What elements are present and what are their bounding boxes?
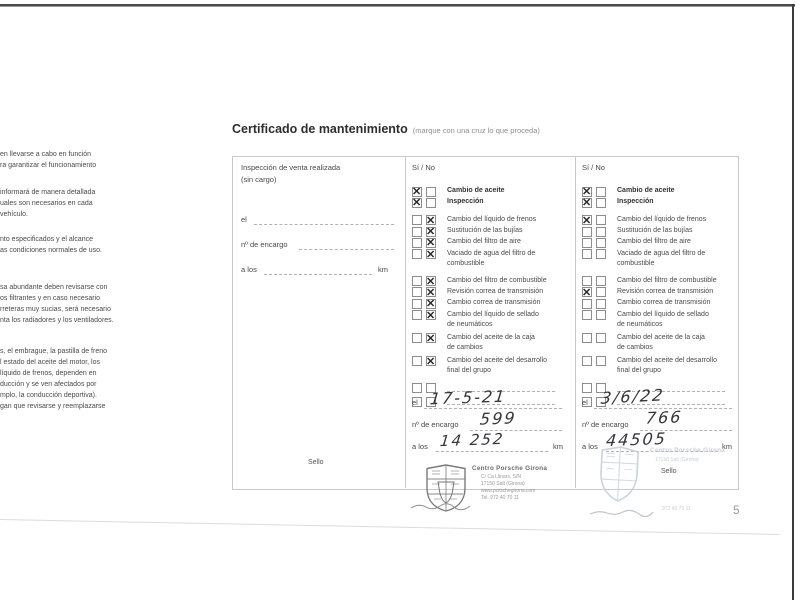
title-note: (marque con una cruz lo que proceda) — [412, 126, 540, 135]
table-divider-1 — [405, 156, 406, 488]
checkbox-si — [412, 227, 422, 237]
checkbox-si — [412, 287, 422, 297]
checklist-row — [412, 197, 572, 208]
checkbox-si — [582, 187, 592, 197]
field-el-label: el — [241, 215, 247, 224]
checklist-item-label: Cambio del filtro de aire — [447, 238, 521, 246]
checkbox-no — [596, 310, 606, 320]
si-no-header-2: Sí / No — [582, 163, 605, 172]
record1-alos-label: a los — [412, 442, 428, 451]
stamp1-address-line: C/ Ca Llinars, S/N — [481, 474, 522, 480]
checkbox-si — [582, 333, 592, 343]
checkbox-no — [426, 238, 436, 248]
margin-text-block — [0, 234, 160, 256]
margin-text-line: uales son necesarios en cada — [0, 200, 93, 207]
checklist-item-label: Cambio del filtro de combustible — [617, 276, 717, 284]
checklist-row — [582, 186, 742, 197]
checkbox-no — [596, 215, 606, 225]
stamp1-address-line: 17150 Salt (Girona) — [481, 481, 525, 487]
checkbox-si — [412, 238, 422, 248]
margin-text-line: nto especificados y el alcance — [0, 236, 93, 243]
checklist-column-2 — [582, 186, 742, 410]
checklist-item-label: Inspección — [447, 198, 484, 206]
checklist-item-label: Cambio de aceite — [617, 187, 675, 194]
checkbox-si — [582, 299, 592, 309]
checklist-item-label: Revisión correa de transmisión — [447, 287, 544, 295]
checkbox-si — [582, 383, 592, 393]
checkbox-si — [412, 187, 422, 197]
table-divider-2 — [575, 156, 576, 488]
handwritten-date-2: 3/6/22 — [599, 385, 666, 408]
margin-text-line: nta los radiadores y los ventiladores. — [0, 317, 114, 324]
checklist-row — [582, 226, 742, 237]
stamp1-address-line: Tel. 972 40 70 11 — [481, 495, 519, 501]
handwritten-order-1: 599 — [479, 408, 518, 429]
checkbox-si — [582, 287, 592, 297]
checklist-row — [412, 356, 572, 376]
checklist-item-label: Cambio del filtro de aire — [617, 238, 691, 246]
margin-text-line: rreteras muy sucias, será necesario — [0, 306, 111, 313]
checkbox-si — [412, 249, 422, 259]
checklist-item-label: Cambio del líquido de sellado de neumáticos — [617, 310, 709, 328]
checkbox-no — [596, 227, 606, 237]
checkbox-no — [596, 333, 606, 343]
margin-text-line: gan que revisarse y reemplazarse — [0, 403, 106, 410]
margin-text-line: informará de manera detallada — [0, 189, 96, 196]
checklist-row — [582, 298, 742, 309]
checklist-row — [582, 249, 742, 269]
field-encargo-label: nº de encargo — [241, 240, 288, 249]
margin-text-line: as condiciones normales de uso. — [0, 247, 102, 254]
record2-encargo-label: nº de encargo — [582, 420, 629, 429]
checklist-row — [582, 287, 742, 298]
checklist-item-label: Revisión correa de transmisión — [617, 287, 714, 295]
handwritten-km-2: 44505 — [605, 428, 668, 451]
field-el-line — [254, 223, 394, 225]
margin-text-line: líquido de frenos, dependen en — [0, 370, 97, 377]
sello-label-left: Sello — [308, 459, 324, 466]
checklist-item-label: Cambio del líquido de frenos — [447, 215, 537, 223]
stamp1-address-line: www.porschegirona.com — [481, 488, 536, 494]
margin-text-line: ra garantizar el funcionamiento — [0, 162, 97, 169]
checkbox-si — [582, 227, 592, 237]
record2-alos-label: a los — [582, 442, 598, 451]
margin-text-block — [0, 187, 160, 220]
checkbox-si — [582, 310, 592, 320]
page-title — [232, 122, 540, 136]
sello-label-right: Sello — [661, 468, 677, 475]
checklist-row — [412, 215, 572, 226]
scan-edge-top — [0, 4, 795, 7]
stamp2-bottom-text: 972 40 70 11 — [662, 506, 691, 512]
checkbox-no — [596, 238, 606, 248]
field-alos-line — [264, 273, 372, 275]
certificate-title: Certificado de mantenimiento — [232, 122, 408, 136]
scan-edge-bottom — [0, 519, 780, 535]
stamp1-dealer-name: Centro Porsche Girona — [472, 465, 548, 472]
checkbox-no — [596, 276, 606, 286]
checkbox-si — [582, 198, 592, 208]
checklist-row — [582, 197, 742, 208]
checkbox-no — [426, 198, 436, 208]
margin-text-line: mplo, la conducción deportiva). — [0, 392, 97, 399]
checkbox-no — [596, 299, 606, 309]
margin-text-line: en llevarse a cabo en función — [0, 151, 92, 158]
checkbox-no — [426, 299, 436, 309]
field-alos-label: a los — [241, 265, 257, 274]
checklist-row — [582, 237, 742, 248]
checkbox-no — [596, 287, 606, 297]
margin-text-line: sa abundante deben revisarse con — [0, 284, 108, 291]
margin-text-line: os filtrantes y en caso necesario — [0, 295, 100, 302]
checklist-column-1 — [412, 186, 572, 410]
left-margin-cutoff-text — [0, 149, 160, 412]
checkbox-no — [596, 187, 606, 197]
checklist-row — [412, 237, 572, 248]
signature-scribble-2 — [589, 508, 655, 518]
checklist-row — [412, 298, 572, 309]
stamp2-dealer-name: Centro Porsche Girona — [650, 447, 726, 454]
stamp1-address — [481, 474, 535, 502]
checklist-item-label: Cambio del aceite de la caja de cambios — [447, 333, 535, 351]
checklist-row — [582, 333, 742, 353]
field-encargo-line — [299, 248, 394, 250]
checkbox-no — [596, 198, 606, 208]
checklist-row — [582, 356, 742, 376]
checkbox-no — [426, 215, 436, 225]
scan-edge-right — [792, 4, 794, 600]
record1-encargo-label: nº de encargo — [412, 420, 459, 429]
checklist-row — [412, 226, 572, 237]
checkbox-si — [412, 276, 422, 286]
checkbox-no — [596, 249, 606, 259]
margin-text-line: vehículo. — [0, 211, 29, 218]
margin-text-block — [0, 346, 160, 412]
margin-text-block — [0, 282, 160, 326]
checklist-item-label: Cambio del aceite del desarrollo final del grupo — [447, 356, 547, 374]
checklist-item-label: Cambio correa de transmisión — [617, 299, 711, 307]
record2-km-label: km — [722, 442, 732, 451]
checkbox-si — [582, 238, 592, 248]
handwritten-date-1: 17-5-21 — [429, 386, 508, 409]
checkbox-no — [596, 356, 606, 366]
checkbox-no — [426, 356, 436, 366]
checkbox-no — [426, 287, 436, 297]
checklist-item-label: Cambio de aceite — [447, 187, 505, 194]
margin-text-line: l estado del aceite del motor, los — [0, 359, 101, 366]
checklist-row — [412, 276, 572, 287]
checklist-item-label: Cambio del filtro de combustible — [447, 276, 547, 284]
checkbox-si — [412, 310, 422, 320]
checklist-item-label: Inspección — [617, 198, 654, 206]
record1-km-label: km — [553, 442, 563, 451]
checklist-row — [582, 215, 742, 226]
record1-el-label: el — [412, 398, 418, 407]
checkbox-no — [426, 187, 436, 197]
checklist-item-label: Cambio del aceite de la caja de cambios — [617, 333, 705, 351]
checklist-row — [412, 333, 572, 353]
record2-el-label: el — [582, 398, 588, 407]
checkbox-si — [412, 333, 422, 343]
margin-text-block — [0, 149, 160, 171]
sale-inspection-line1: Inspección de venta realizada — [241, 163, 341, 172]
checklist-row — [412, 186, 572, 197]
stamp2-line: 17150 Salt (Girona) — [655, 457, 699, 463]
si-no-header-1: Sí / No — [412, 163, 435, 172]
checklist-item-label: Cambio del líquido de frenos — [617, 215, 707, 223]
handwritten-order-2: 766 — [645, 407, 684, 428]
page-number: 5 — [733, 503, 740, 517]
checkbox-no — [426, 310, 436, 320]
checklist-row — [412, 310, 572, 330]
checklist-item-label: Cambio correa de transmisión — [447, 299, 541, 307]
checkbox-si — [582, 356, 592, 366]
checkbox-si — [582, 276, 592, 286]
checkbox-si — [412, 356, 422, 366]
checkbox-si — [412, 383, 422, 393]
checklist-row — [582, 310, 742, 330]
checklist-item-label: Sustitución de las bujías — [447, 227, 523, 235]
checkbox-si — [582, 249, 592, 259]
checklist-row — [412, 287, 572, 298]
checklist-item-label: Cambio del líquido de sellado de neumáticos — [447, 310, 539, 328]
checkbox-si — [412, 215, 422, 225]
checkbox-no — [426, 276, 436, 286]
checkbox-no — [426, 227, 436, 237]
field-km-label: km — [378, 265, 388, 274]
handwritten-km-1: 14 252 — [439, 429, 506, 451]
checklist-item-label: Vaciado de agua del filtro de combustible — [447, 249, 536, 267]
margin-text-line: s, el embrague, la pastilla de freno — [0, 348, 108, 355]
checkbox-si — [582, 215, 592, 225]
sale-inspection-line2: (sin cargo) — [241, 175, 277, 184]
record1-alos-line — [436, 450, 548, 452]
checklist-item-label: Vaciado de agua del filtro de combustible — [617, 249, 706, 267]
checklist-item-label: Sustitución de las bujías — [617, 227, 693, 235]
checkbox-no — [426, 249, 436, 259]
porsche-crest-faint-icon — [597, 445, 642, 503]
signature-scribble-1 — [410, 502, 472, 512]
checkbox-no — [426, 333, 436, 343]
checkbox-si — [412, 198, 422, 208]
checklist-row — [412, 249, 572, 269]
checklist-item-label: Cambio del aceite del desarrollo final del grupo — [617, 356, 717, 374]
checklist-row — [582, 276, 742, 287]
checkbox-si — [412, 299, 422, 309]
margin-text-line: ducción y se ven afectados por — [0, 381, 97, 388]
